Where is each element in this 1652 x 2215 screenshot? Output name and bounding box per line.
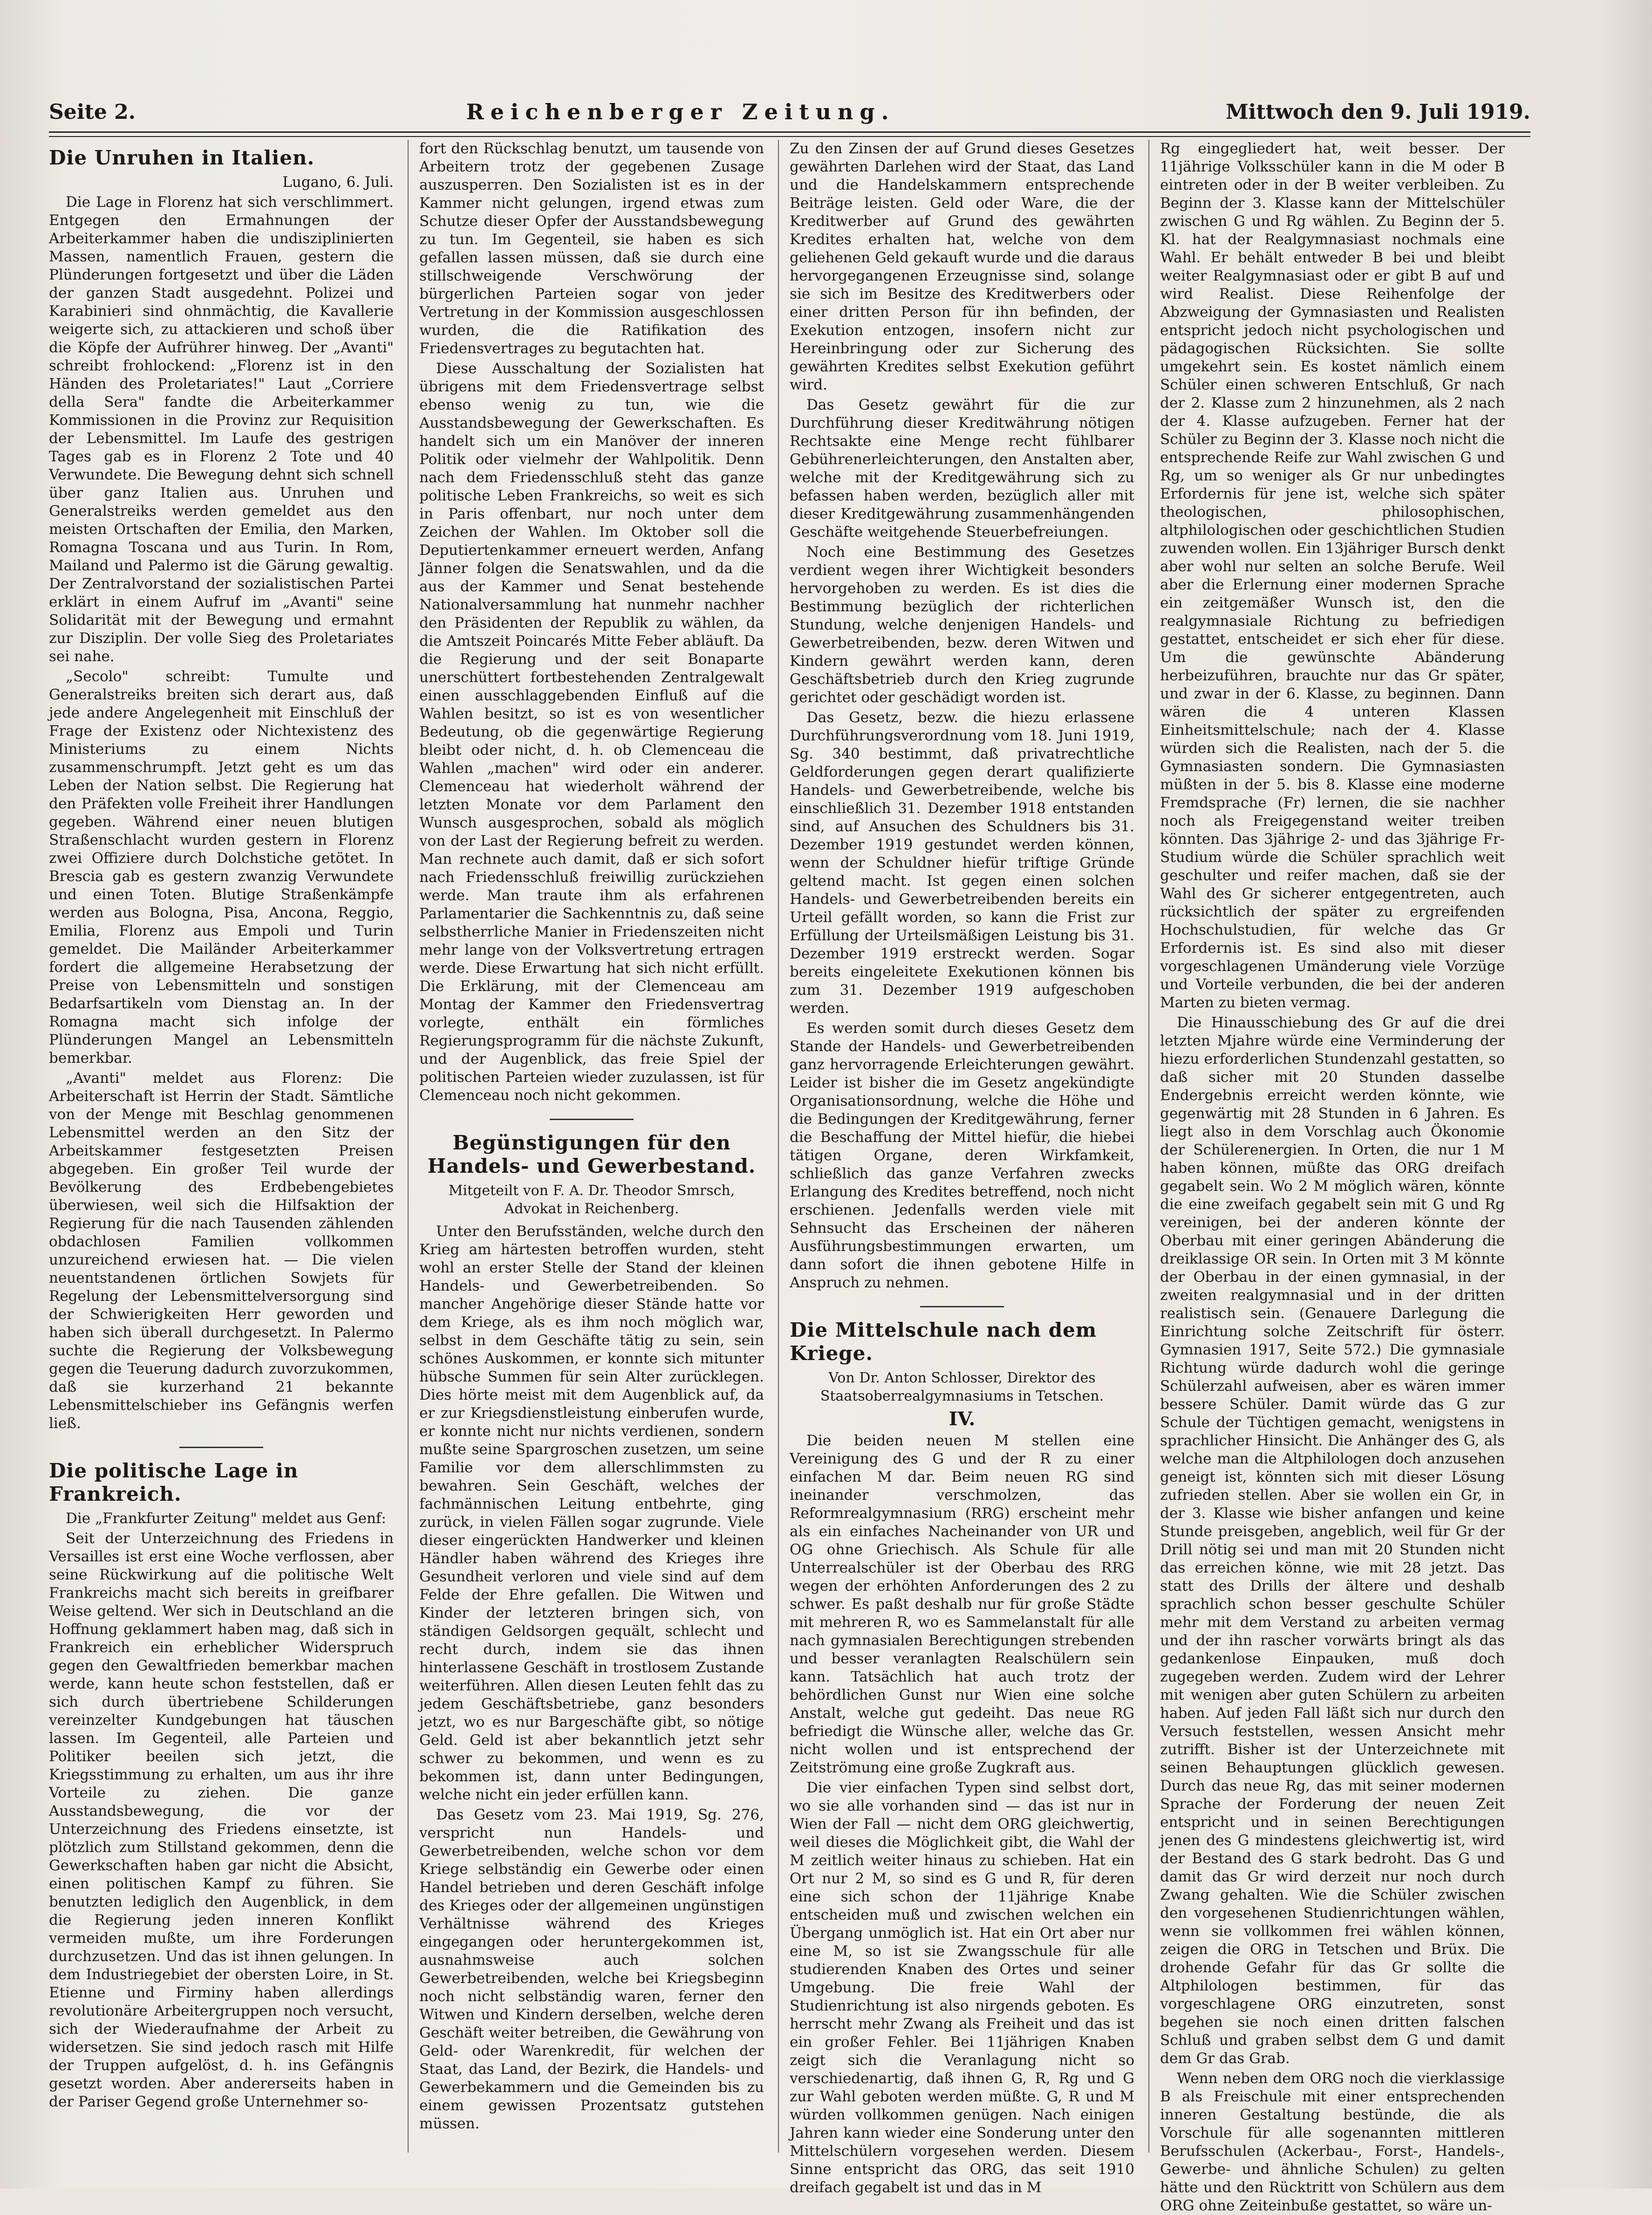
article-title-school: Die Mittelschule nach dem Kriege. (790, 1319, 1097, 1365)
article-paragraph: Rg eingegliedert hat, weit besser. Der 11jährige Volksschüler kann in die M oder B eintreten oder in der B weiter verbleiben. Zu Beginn der 3. Klasse kann der Mittelschüler zwischen G und Rg wählen. Zu Beginn der 5. Kl. hat der Realgymnasiast nochmals eine Wahl. Er behält entweder B bei und bleibt weiter Realgymnasiast oder er gibt B auf und wird Realist. Diese Reihenfolge der Abzweigung der Gymnasiasten und Realisten entspricht jedoch nicht psychologischen und pädagogischen Rücksichten. Sie sollte umgekehrt sein. Es kostet nämlich einem Schüler einen schweren Entschluß, Gr nach der 2. Klasse zum 2 hinzunehmen, als 2 nach der 4. Klasse aufzugeben. Ferner hat der Schüler zu Beginn der 3. Klasse noch nicht die entsprechende Reife zur Wahl zwischen G und Rg, um so weniger als Gr nur unbedingtes Erfordernis für jene ist, welche sich später theologischen, philosophischen, altphilologischen oder geschichtlichen Studien zuwenden wollen. Ein 13jähriger Bursch denkt aber wohl nur selten an solche Berufe. Weil aber die Erlernung einer modernen Sprache ein zeitgemäßer Wunsch ist, den die realgymnasiale Richtung zu befriedigen gestattet, entscheidet er sich eher für diese. Um die gewünschte Abänderung herbeizuführen, brauchte nur das Gr später, und zwar in der 6. Klasse, zu beginnen. Dann wären die 4 unteren Klassen Einheitsmittelschule; nach der 4. Klasse würden sich die Realisten, nach der 5. die Gymnasiasten sondern. Die Gymnasiasten müßten in der 5. bis 8. Klasse eine moderne Fremdsprache (Fr) lernen, die sie nachher noch als Freigegenstand weiter treiben könnten. Das 3jährige 2- und das 3jährige Fr-Studium würde die Schüler sprachlich weit geschulter und reifer machen, daß sie der Wahl des Gr sicherer entgegentreten, auch rücksichtlich der später zu ergreifenden Hochschulstudien, für welche das Gr Erfordernis ist. Es sind also mit dieser vorgeschlagenen Umänderung viele Vorzüge und Vorteile verbunden, die bei der anderen Marten zu bieten vermag. (1160, 140, 1505, 1011)
column-2 (419, 140, 764, 2153)
article-paragraph: „Secolo" schreibt: Tumulte und Generalstreiks breiten sich derart aus, daß jede andere Angelegenheit mit Einschluß der Frage der Existenz oder Nichtexistenz des Ministeriums zu einem Nichts zusammenschrumpft. Jetzt geht es um das Leben der Nation selbst. Die Regierung hat den Präfekten volle Freiheit ihrer Handlungen gegeben. Während einer neuen blutigen Straßenschlacht wurden gestern in Florenz zwei Offiziere durch Dolchstiche getötet. In Brescia gab es gestern zwanzig Verwundete und einen Toten. Blutige Straßenkämpfe werden aus Bologna, Pisa, Ancona, Reggio, Emilia, Florenz aus Empoli und Turin gemeldet. Die Mailänder Arbeiterkammer fordert die allgemeine Herabsetzung der Preise von Lebensmitteln und sonstigen Bedarfsartikeln vom Dienstag an. In der Romagna macht sich infolge der Plünderungen Mangel an Lebensmitteln bemerkbar. (49, 668, 394, 1066)
article-paragraph: Seit der Unterzeichnung des Friedens in Versailles ist erst eine Woche verflossen, aber seine Rückwirkung auf die politische Welt Frankreichs macht sich bereits in greifbarer Weise geltend. Wer sich in Deutschland an die Hoffnung geklammert haben mag, daß sich in Frankreich ein erheblicher Widerspruch gegen den Gewaltfrieden bemerkbar machen werde, kann heute schon feststellen, daß er sich durch übertriebene Schilderungen vereinzelter Kundgebungen hat täuschen lassen. Im Gegenteil, alle Parteien und Politiker beeilen sich jetzt, die Kriegsstimmung zu erhalten, um aus ihr ihre Vorteile zu ziehen. Die ganze Ausstandsbewegung, die vor der Unterzeichnung des Friedens einsetzte, ist plötzlich zum Stillstand gekommen, denn die Gewerkschaften haben gar nicht die Absicht, einen politischen Kampf zu führen. Sie benutzten lediglich den Augenblick, in dem die Regierung jeden inneren Konflikt vermeiden mußte, um ihre Forderungen durchzusetzen. Und das ist ihnen gelungen. In dem Industriegebiet der obersten Loire, in St. Etienne und Firminy haben allerdings revolutionäre Arbeitergruppen noch versucht, sich der Wiederaufnahme der Arbeit zu widersetzen. Sie sind jedoch rasch mit Hilfe der Truppen aufgelöst, d. h. ins Gefängnis gesetzt worden. Aber andererseits haben in der Pariser Gegend große Unternehmer so- (49, 1530, 394, 2110)
article-paragraph: Diese Ausschaltung der Sozialisten hat übrigens mit dem Friedensvertrage selbst ebenso wenig zu tun, wie die Ausstandsbewegung der Gewerkschaften. Es handelt sich um ein Manöver der inneren Politik oder vielmehr der Wahlpolitik. Denn nach dem Friedensschluß steht das ganze politische Leben Frankreichs, so weit es sich in Paris offenbart, nur noch unter dem Zeichen der Wahlen. Im Oktober soll die Deputiertenkammer erneuert werden, Anfang Jänner folgen die Senatswahlen, und da die aus der Kammer und Senat bestehende Nationalversammlung hat nunmehr nachher den Präsidenten der Republik zu wählen, da die Amtszeit Poincarés Mitte Feber abläuft. Da die Regierung und der seit Bonaparte unerschüttert fortbestehenden Zentralgewalt einen ausschlaggebenden Einfluß auf die Wahlen besitzt, so ist es von wesentlicher Bedeutung, ob die gegenwärtige Regierung bleibt oder nicht, d. h. ob Clemenceau die Wahlen „machen" wird oder ein anderer. Clemenceau hat wiederholt während der letzten Monate vor dem Parlament den Wunsch ausgesprochen, sobald als möglich von der Last der Regierung befreit zu werden. Man rechnete auch damit, daß er sich sofort nach Friedensschluß freiwillig zurückziehen werde. Man traute ihm als erfahrenen Parlamentarier die Sachkenntnis zu, daß seine selbstherrliche Manier in Friedenszeiten nicht mehr lange von der Volksvertretung ertragen werde. Diese Erwartung hat sich nicht erfüllt. Die Erklärung, mit der Clemenceau am Montag der Kammer den Friedensvertrag vorlegte, enthält ein förmliches Regierungsprogramm für die nächste Zukunft, und der Augenblick, das freie Spiel der politischen Parteien wieder zuzulassen, ist für Clemenceau noch nicht gekommen. (419, 360, 764, 1104)
article-title-france: Die politische Lage in Frankreich. (49, 1459, 299, 1505)
page-header (49, 93, 1530, 130)
page-number: Seite 2. (49, 100, 136, 124)
article-paragraph: Die Hinausschiebung des Gr auf die drei letzten Mjahre würde eine Verminderung der hiezu erforderlichen Stundenzahl gestatten, so daß sicher mit 20 Stunden dasselbe Endergebnis erreicht werden könnte, wie gegenwärtig mit 28 Stunden in 6 Jahren. Es liegt also in dem Vorschlag auch Ökonomie der Schülerenergien. In Orten, die nur 1 M haben können, müßte das ORG dreifach gegabelt sein. Wo 2 M möglich wären, könnte die eine zweifach gegabelt sein mit G und Rg vereinigen, bei der anderen könnte der Oberbau mit einer geringen Abänderung die dreiklassige OR sein. In Orten mit 3 M könnte der Oberbau in der einen gymnasial, in der zweiten realgymnasial und in der dritten realistisch sein. (Genauere Darlegung die Einrichtung solche Zeitschrift für österr. Gymnasien 1917, Seite 572.) Die gymnasiale Richtung würde dadurch wohl die geringe Schülerzahl aufweisen, aber es wären immer bessere Schüler. Damit würde das G zur Schule der Tüchtigen gemacht, wenigstens in sprachlicher Hinsicht. Die Anhänger des G, als welche man die Altphilologen doch anzusehen geneigt ist, könnten sich mit dieser Lösung zufrieden stellen. Aber sie wollen ein Gr, in der 3. Klasse wie bisher anfangen und keine Stunde preisgeben, angeblich, weil für Gr der Drill nötig sei und man mit 20 Stunden nicht das erreichen könne, wie mit 28 jetzt. Das statt des Drills der ältere und deshalb sprachlich schon besser geschulte Schüler mehr mit dem Verstand zu arbeiten vermag und der ihn rascher vorwärts bringt als das gedankenlose Einpauken, muß doch zugegeben werden. Zudem wird der Lehrer mit wenigen aber guten Schülern zu arbeiten haben. Auf jeden Fall läßt sich nur durch den Versuch feststellen, wessen Ansicht mehr zutrifft. Bisher ist der Unterzeichnete mit seinen Behauptungen glücklich gewesen. Durch das neue Rg, das mit seiner modernen Sprache der Forderung der neuen Zeit entspricht und in seinen Berechtigungen jenen des G mindestens gleichwertig ist, wird der Bestand des G stark bedroht. Das G und damit das Gr wird derzeit nur noch durch Zwang gehalten. Wie die Schüler zwischen den vorgesehenen Studienrichtungen wählen, wenn sie vollkommen frei wählen können, zeigen die ORG in Tetschen und Brüx. Die drohende Gefahr für das Gr sollte die Altphilologen bestimmen, für das vorgeschlagene ORG einzutreten, sonst begehen sie noch einen dritten falschen Schluß und graben selbst dem G und damit dem Gr das Grab. (1160, 1014, 1505, 2067)
article-paragraph: fort den Rückschlag benutzt, um tausende von Arbeitern trotz der gegebenen Zusage auszusperren. Den Sozialisten ist es in der Kammer nicht gelungen, irgend etwas zum Schutze dieser Opfer der Ausstandsbewegung zu tun. Im Gegenteil, sie haben es sich gefallen lassen müssen, daß sie durch eine stillschweigende Verschwörung der bürgerlichen Parteien sogar von jeder Vertretung in der Kommission ausgeschlossen wurden, die die Ratifikation des Friedensvertrages zu begutachten hat. (419, 140, 764, 357)
article-paragraph: Unter den Berufsständen, welche durch den Krieg am härtesten betroffen wurden, steht wohl an erster Stelle der Stand der kleinen Handels- und Gewerbetreibenden. So mancher Angehörige dieser Stände hatte vor dem Kriege, als es ihm noch möglich war, selbst in dem Geschäfte tätig zu sein, sein schönes Auskommen, er konnte sich mitunter hübsche Summen für sein Alter zurücklegen. Dies hörte meist mit dem Augenblick auf, da er zur Kriegsdienstleistung einberufen wurde, er konnte nicht nur nichts verdienen, sondern mußte seine Spargroschen zusetzen, um seine Familie vor dem allerschlimmsten zu bewahren. Sein Geschäft, welches der fachmännischen Leitung entbehrte, ging zurück, in vielen Fällen sogar zugrunde. Viele dieser eingerückten Handwerker und kleinen Händler haben während des Krieges ihre Gesundheit verloren und viele sind auf dem Felde der Ehre gefallen. Die Witwen und Kinder der letzteren bringen sich, von ständigen Geldsorgen gequält, schlecht und recht durch, indem sie das ihnen hinterlassene Geschäft in trostlosem Zustande weiterführen. Allen diesen Leuten fehlt das zu jedem Geschäftsbetriebe, ganz besonders jetzt, wo es nur Bargeschäfte gibt, so nötige Geld. Geld ist aber bekanntlich jetzt sehr schwer zu bekommen, und wenn es zu bekommen ist, dann unter Bedingungen, welche nicht ein jeder erfüllen kann. (419, 1223, 764, 1803)
article-paragraph: Das Gesetz vom 23. Mai 1919, Sg. 276, verspricht nun Handels- und Gewerbetreibenden, welche schon vor dem Kriege selbständig ein Gewerbe oder einen Handel betrieben und deren Geschäft infolge des Krieges oder der allgemeinen ungünstigen Verhältnisse während des Krieges eingegangen oder heruntergekommen ist, ausnahmsweise auch solchen Gewerbetreibenden, welche bei Kriegsbeginn noch nicht selbständig waren, ferner den Witwen und Kindern derselben, welche deren Geschäft weiter betreiben, die Gewährung von Geld- oder Warenkredit, für welchen der Staat, das Land, der Bezirk, die Handels- und Gewerbekammern und die Gemeinden bis zu einem gewissen Prozentsatz gutstehen müssen. (419, 1806, 764, 2132)
issue-date: Mittwoch den 9. Juli 1919. (1225, 100, 1530, 124)
article-paragraph: Die Lage in Florenz hat sich verschlimmert. Entgegen den Ermahnungen der Arbeiterkammer haben die undisziplinierten Massen, namentlich Frauen, gestern die Plünderungen fortgesetzt und über die Läden der ganzen Stadt ausgedehnt. Polizei und Karabinieri sind ohnmächtig, die Kavallerie weigerte sich, zu attackieren und schoß über die Köpfe der Aufrührer hinweg. Der „Avanti" schreibt frohlockend: „Florenz ist in den Händen des Proletariates!" Laut „Corriere della Sera" fandte die Arbeiterkammer Kommissionen in die Provinz zur Requisition der Lebensmittel. Im Laufe des gestrigen Tages gab es in Florenz 2 Tote und 40 Verwundete. Die Bewegung dehnt sich schnell über ganz Italien aus. Unruhen und Generalstreiks werden gemeldet aus den meisten Ortschaften der Emilia, den Marken, Romagna Toscana und aus Turin. In Rom, Mailand und Palermo ist die Gärung gewaltig. Der Zentralvorstand der sozialistischen Partei erklärt in einem Aufruf im „Avanti" seine Solidarität mit der Bewegung und ermahnt zur Disziplin. Der volle Sieg des Proletariates sei nahe. (49, 194, 394, 665)
article-separator (920, 1306, 1004, 1307)
byline: Mitgeteilt von F. A. Dr. Theodor Smrsch, Advokat in Reichenberg. (448, 1183, 735, 1217)
article-paragraph: Zu den Zinsen der auf Grund dieses Gesetzes gewährten Darlehen wird der Staat, das Land und die Handelskammern entsprechende Beiträge leisten. Geld oder Ware, die der Kreditwerber auf Grund des gewährten Kredites erhalten hat, welche von dem geliehenen Geld gekauft wurde und die daraus hervorgegangenen Erzeugnisse sind, solange sie sich im Besitze des Kreditwerbers oder einer dritten Person für ihn befinden, der Exekution entzogen, insofern nicht zur Hereinbringung oder zur Sicherung des gewährten Kredites selbst Exekution geführt wird. (790, 140, 1134, 393)
article-title-italy: Die Unruhen in Italien. (49, 146, 315, 169)
column-4 (1160, 140, 1505, 2214)
column-rule (778, 140, 779, 2153)
column-rule (408, 140, 409, 2153)
masthead: Reichenberger Zeitung. (466, 99, 895, 124)
article-paragraph: Das Gesetz, bezw. die hiezu erlassene Durchführungsverordnung vom 18. Juni 1919, Sg. 340 bestimmt, daß privatrechtliche Geldforderungen gegen derart qualifizierte Handels- und Gewerbetreibende, welche bis einschließlich 31. Dezember 1918 entstanden sind, auf Ansuchen des Schuldners bis 31. Dezember 1919 gestundet werden können, wenn der Schuldner hiefür triftige Gründe geltend macht. Ist gegen einen solchen Handels- und Gewerbetreibenden bereits ein Urteil gefällt worden, so kann die Frist zur Erfüllung der Urteilsmäßigen Leistung bis 31. Dezember 1919 erstreckt werden. Sogar bereits eingeleitete Exekutionen können bis zum 31. Dezember 1919 aufgeschoben werden. (790, 709, 1134, 1017)
header-rule (49, 131, 1530, 137)
byline: Von Dr. Anton Schlosser, Direktor des Staatsoberrealgymnasiums in Tetschen. (820, 1370, 1104, 1404)
article-paragraph: Die beiden neuen M stellen eine Vereinigung des G und der R zu einer einfachen M dar. Beim neuen RG sind ineinander verschmolzen, das Reformrealgymnasium (RRG) erscheint mehr als ein einfaches Nacheinander von UR und OG ohne Griechisch. Als Schule für alle Unterrealschüler ist der Oberbau des RRG wegen der erhöhten Anforderungen des 2 zu schwer. Es paßt deshalb nur für große Städte mit mehreren R, wo es Sammelanstalt für alle nach gymnasialen Berechtigungen strebenden und besser veranlagten Realschülern sein kann. Tatsächlich hat auch trotz der behördlichen Gunst nur Wien eine solche Anstalt, welche gut gedeiht. Das neue RG befriedigt die Wünsche aller, welche das Gr. nicht wollen und ist entsprechend der Zeitströmung eine große Zugkraft aus. (790, 1432, 1134, 1776)
article-paragraph: Die vier einfachen Typen sind selbst dort, wo sie alle vorhanden sind — das ist nur in Wien der Fall — nicht dem ORG gleichwertig, weil dieses die Möglichkeit gibt, die Wahl der M zeitlich weiter hinaus zu schieben. Hat ein Ort nur 2 M, so sind es G und R, für deren eine sich schon der 11jährige Knabe entscheiden muß und zwischen welchen ein Übergang unmöglich ist. Hat ein Ort aber nur eine M, so ist sie Zwangsschule für alle studierenden Knaben des Ortes und seiner Umgebung. Die freie Wahl der Studienrichtung ist also nirgends geboten. Es herrscht mehr Zwang als Freiheit und das ist ein großer Fehler. Bei 11jährigen Knaben zeigt sich die Veranlagung nicht so verschiedenartig, daß ihnen G, R, Rg und G zur Wahl geboten werden müßte. G, R und M würden vollkommen genügen. Nach einigen Jahren kann wieder eine Sonderung unter den Mittelschülern vorgesehen werden. Diesem Sinne entspricht das ORG, das seit 1910 dreifach gegabelt ist und das in M (790, 1779, 1134, 2196)
column-1 (49, 140, 394, 2153)
article-paragraph: Noch eine Bestimmung des Gesetzes verdient wegen ihrer Wichtigkeit besonders hervorgehoben zu werden. Es ist dies die Bestimmung bezüglich der richterlichen Stundung, welche denjenigen Handels- und Gewerbetreibenden, bezw. deren Witwen und Kindern gewährt werden kann, deren Geschäftsbetrieb durch den Krieg zugrunde gerichtet oder geschädigt worden ist. (790, 544, 1134, 706)
article-paragraph: Die „Frankfurter Zeitung" meldet aus Genf: (66, 1510, 386, 1527)
column-3 (790, 140, 1134, 2196)
dateline: Lugano, 6. Juli. (282, 174, 394, 191)
article-separator (550, 1119, 634, 1120)
column-rule (1148, 140, 1149, 2153)
article-paragraph: „Avanti" meldet aus Florenz: Die Arbeiterschaft ist Herrin der Stadt. Sämtliche von der Menge mit Beschlag genommenen Lebensmittel werden an den Sitz der Arbeitskammer festgesetzten Preisen abgegeben. Ein großer Teil wurde der Bevölkerung des Erdbebengebietes überwiesen, weil sich die Hilfsaktion der Regierung für die nach Tausenden zählenden obdachlosen Familien vollkommen unzureichend erwiesen hat. — Die vielen neuentstandenen örtlichen Sowjets für Regelung der Lebensmittelversorgung sind der Schwierigkeiten Herr geworden und haben sich überall durchgesetzt. In Palermo suchte die Regierung der Volksbewegung gegen die Teuerung dadurch zuvorzukommen, daß sie kurzerhand 21 bekannte Lebensmittelschieber ins Gefängnis werfen ließ. (49, 1070, 394, 1432)
article-paragraph: Wenn neben dem ORG noch die vierklassige B als Freischule mit einer entsprechenden inneren Gestaltung bestünde, die als Vorschule für alle sogenannten mittleren Berufsschulen (Ackerbau-, Forst-, Handels-, Gewerbe- und ähnliche Schulen) zu gelten hätte und den Rücktritt von Schülern aus dem ORG ohne Zeiteinbuße gestattet, so wäre un- (1160, 2070, 1505, 2214)
article-paragraph: Das Gesetz gewährt für die zur Durchführung dieser Kreditwährung nötigen Rechtsakte eine Menge recht fühlbarer Gebührenerleichterungen, den Anstalten aber, welche mit der Kreditgewährung sich zu befassen haben werden, bezüglich aller mit dieser Kreditgewährung zusammenhängenden Geschäfte weitgehende Steuerbefreiungen. (790, 397, 1134, 540)
article-separator (179, 1447, 263, 1448)
article-paragraph: Es werden somit durch dieses Gesetz dem Stande der Handels- und Gewerbetreibenden ganz hervorragende Erleichterungen gewährt. Leider ist bisher die im Gesetz angekündigte Organisationsordnung, welche die Höhe und die Bedingungen der Kreditgewährung, ferner die Beschaffung der Mittel hiefür, die hiebei tätigen Organe, deren Wirkfamkeit, schließlich das ganze Verfahren zwecks Erlangung des Kredites betreffend, noch nicht erschienen. Jedenfalls werden viele mit Sehnsucht das Erscheinen der näheren Ausführungsbestimmungen erwarten, um dann sofort die ihnen gebotene Hilfe in Anspruch zu nehmen. (790, 1020, 1134, 1291)
part-numeral: IV. (949, 1408, 976, 1430)
article-title-credit: Begünstigungen für den Handels- und Gewerbestand. (427, 1131, 756, 1177)
